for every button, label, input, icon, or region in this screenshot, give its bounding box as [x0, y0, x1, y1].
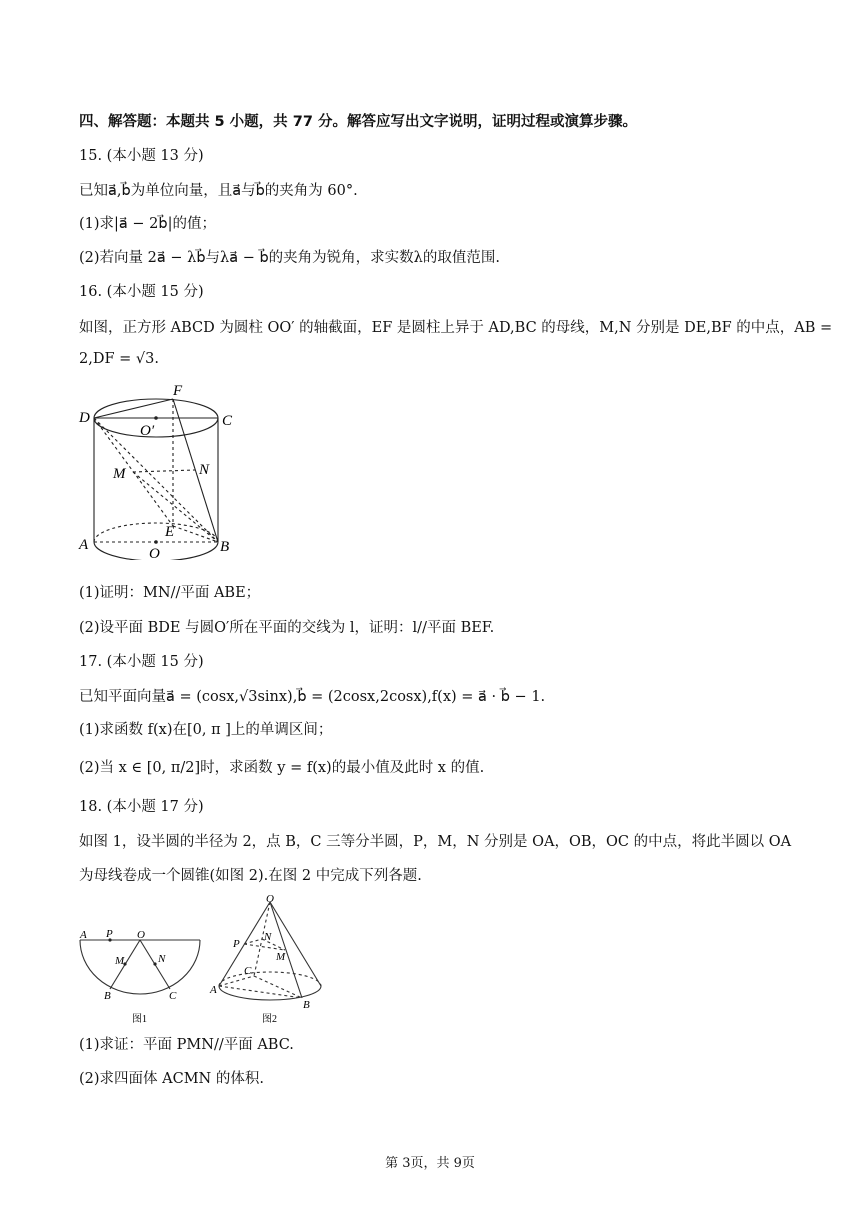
- q16-stem-line2: 2,DF = √3.: [79, 351, 159, 367]
- q17-header: 17. (本小题 15 分): [79, 654, 204, 670]
- q18-header: 18. (本小题 17 分): [79, 799, 204, 815]
- fig2-caption: 图2: [262, 1014, 277, 1025]
- fig2-label-o: O: [266, 894, 274, 905]
- q15-part2: (2)若向量 2a⃗ − λb⃗与λa⃗ − b⃗的夹角为锐角，求实数λ的取值范围.: [79, 250, 500, 266]
- fig1-label-n: N: [158, 953, 166, 965]
- label-o-prime: O′: [140, 423, 155, 439]
- q16-part1: (1)证明：MN//平面 ABE；: [79, 585, 261, 601]
- fig2-label-p: P: [233, 938, 240, 950]
- q15-part1: (1)求|a⃗ − 2b⃗|的值；: [79, 216, 216, 232]
- fig1-label-p: P: [106, 928, 113, 940]
- semicircle-figure-1: [76, 925, 206, 1030]
- fig2-label-n: N: [264, 931, 272, 943]
- fig1-label-m: M: [115, 955, 125, 967]
- label-b: B: [220, 539, 230, 555]
- fig2-label-m: M: [276, 951, 286, 963]
- q18-stem-line2: 为母线卷成一个圆锥(如图 2).在图 2 中完成下列各题.: [79, 868, 422, 884]
- fig2-label-a: A: [210, 984, 217, 996]
- fig1-label-o: O: [137, 929, 145, 941]
- fig1-caption: 图1: [132, 1014, 147, 1025]
- fig1-label-a: A: [80, 929, 87, 941]
- label-a: A: [79, 537, 89, 553]
- page-footer: 第 3页，共 9页: [385, 1156, 475, 1171]
- q16-header: 16. (本小题 15 分): [79, 284, 204, 300]
- q17-part1: (1)求函数 f(x)在[0, π ]上的单调区间；: [79, 722, 333, 738]
- label-o: O: [149, 546, 160, 560]
- q15-stem: 已知a⃗,b⃗为单位向量，且a⃗与b⃗的夹角为 60°.: [79, 183, 358, 199]
- q15-header: 15. (本小题 13 分): [79, 148, 204, 164]
- q17-stem: 已知平面向量a⃗ = (cosx,√3sinx),b⃗ = (2cosx,2cosx),f(x) = a⃗ · b⃗ − 1.: [79, 689, 546, 705]
- label-c: C: [222, 413, 233, 429]
- q18-part2: (2)求四面体 ACMN 的体积.: [79, 1071, 264, 1087]
- cylinder-figure: [76, 380, 246, 560]
- q16-part2: (2)设平面 BDE 与圆O′所在平面的交线为 l，证明：l//平面 BEF.: [79, 620, 495, 636]
- cone-figure-2: [206, 894, 341, 1029]
- q18-part1: (1)求证：平面 PMN//平面 ABC.: [79, 1037, 294, 1053]
- q18-stem-line1: 如图 1，设半圆的半径为 2，点 B，C 三等分半圆，P，M，N 分别是 OA，OB，OC 的中点，将此半圆以 OA: [79, 834, 792, 850]
- label-e: E: [165, 524, 175, 540]
- label-n: N: [199, 462, 210, 478]
- q17-part2: (2)当 x ∈ [0, π/2]时，求函数 y = f(x)的最小值及此时 x 的值.: [79, 760, 485, 776]
- fig2-label-b: B: [303, 999, 310, 1011]
- fig2-label-c: C: [244, 965, 252, 977]
- fig1-label-c: C: [169, 990, 177, 1002]
- section-heading: 四、解答题：本题共 5 小题，共 77 分。解答应写出文字说明，证明过程或演算步骤。: [79, 114, 637, 130]
- q16-stem-line1: 如图，正方形 ABCD 为圆柱 OO′ 的轴截面，EF 是圆柱上异于 AD,BC 的母线，M,N 分别是 DE,BF 的中点，AB =: [79, 320, 833, 336]
- fig1-label-b: B: [104, 990, 111, 1002]
- label-d: D: [79, 410, 90, 426]
- label-m: M: [113, 466, 126, 482]
- label-f: F: [173, 383, 183, 399]
